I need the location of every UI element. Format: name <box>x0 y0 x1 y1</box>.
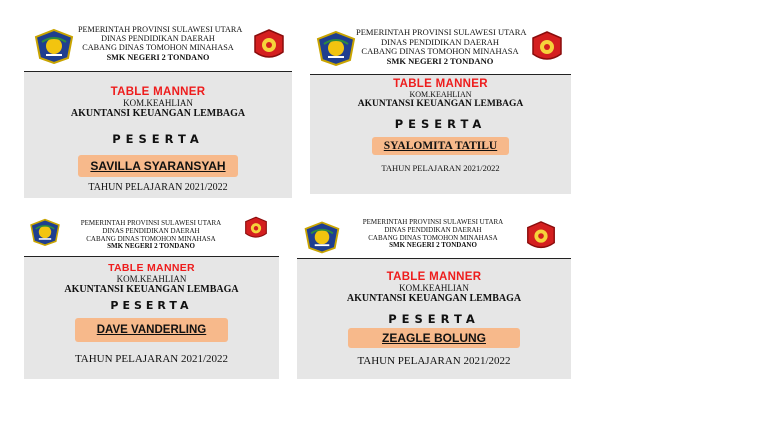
letterhead-line-1: PEMERINTAH PROVINSI SULAWESI UTARA <box>356 27 527 37</box>
school-year: TAHUN PELAJARAN 2021/2022 <box>357 355 511 367</box>
participant-name: DAVE VANDERLING <box>75 318 228 342</box>
letterhead-school: SMK NEGERI 2 TONDANO <box>106 52 210 62</box>
school-year: TAHUN PELAJARAN 2021/2022 <box>381 163 500 173</box>
letterhead-line-2: DINAS PENDIDIKAN DAERAH <box>380 36 500 47</box>
name-card-4 <box>297 208 571 379</box>
education-office-emblem-icon <box>523 220 559 254</box>
letterhead <box>297 208 571 259</box>
program-name: AKUNTANSI KEUANGAN LEMBAGA <box>357 99 524 109</box>
event-title: TABLE MANNER <box>386 271 482 283</box>
letterhead <box>24 22 292 72</box>
name-card-3 <box>24 208 279 379</box>
letterhead-line-3: CABANG DINAS TOMOHON MINAHASA <box>86 234 216 243</box>
letterhead-text <box>70 220 232 251</box>
competency-label: KOM.KEAHLIAN <box>399 283 469 293</box>
competency-label: KOM.KEAHLIAN <box>116 274 187 284</box>
participant-name: ZEAGLE BOLUNG <box>348 328 520 348</box>
name-card-2 <box>310 22 571 194</box>
letterhead-line-3: CABANG DINAS TOMOHON MINAHASA <box>361 46 519 57</box>
program-name: AKUNTANSI KEUANGAN LEMBAGA <box>64 284 239 295</box>
participant-name: SYALOMITA TATILU <box>372 137 509 155</box>
school-year: TAHUN PELAJARAN 2021/2022 <box>74 353 229 365</box>
letterhead-school: SMK NEGERI 2 TONDANO <box>389 241 477 250</box>
program-name: AKUNTANSI KEUANGAN LEMBAGA <box>70 108 246 119</box>
letterhead-text <box>78 25 243 62</box>
letterhead-text <box>356 27 527 66</box>
participant-name: SAVILLA SYARANSYAH <box>78 155 237 177</box>
provincial-emblem-icon <box>314 30 358 66</box>
event-title: TABLE MANNER <box>108 262 195 274</box>
event-title: TABLE MANNER <box>393 78 488 90</box>
letterhead-school: SMK NEGERI 2 TONDANO <box>107 242 195 251</box>
participant-label: PESERTA <box>394 117 487 131</box>
school-year: TAHUN PELAJARAN 2021/2022 <box>88 182 228 193</box>
participant-label: PESERTA <box>110 299 193 312</box>
program-name: AKUNTANSI KEUANGAN LEMBAGA <box>346 293 522 304</box>
card-body <box>24 86 292 193</box>
letterhead-line-3: CABANG DINAS TOMOHON MINAHASA <box>82 43 234 53</box>
letterhead <box>24 208 279 257</box>
education-office-emblem-icon <box>242 215 270 243</box>
letterhead-text <box>353 219 513 250</box>
card-body <box>297 271 571 367</box>
provincial-emblem-icon <box>32 28 76 64</box>
education-office-emblem-icon <box>528 30 566 66</box>
event-title: TABLE MANNER <box>110 86 206 98</box>
letterhead-line-2: DINAS PENDIDIKAN DAERAH <box>102 226 200 235</box>
letterhead <box>310 22 571 75</box>
competency-label: KOM.KEAHLIAN <box>409 90 472 99</box>
card-body <box>24 262 279 365</box>
name-card-1 <box>24 22 292 198</box>
participant-label: PESERTA <box>388 312 480 326</box>
participant-label: PESERTA <box>112 132 204 146</box>
letterhead-school: SMK NEGERI 2 TONDANO <box>386 55 494 66</box>
letterhead-line-1: PEMERINTAH PROVINSI SULAWESI UTARA <box>80 219 222 227</box>
letterhead-line-1: PEMERINTAH PROVINSI SULAWESI UTARA <box>78 25 243 34</box>
card-body <box>310 78 571 173</box>
letterhead-line-2: DINAS PENDIDIKAN DAERAH <box>384 225 482 234</box>
letterhead-line-2: DINAS PENDIDIKAN DAERAH <box>101 34 215 44</box>
education-office-emblem-icon <box>250 28 288 64</box>
letterhead-line-3: CABANG DINAS TOMOHON MINAHASA <box>368 233 498 242</box>
competency-label: KOM.KEAHLIAN <box>123 98 193 108</box>
provincial-emblem-icon <box>302 220 342 254</box>
provincial-emblem-icon <box>28 217 62 247</box>
letterhead-line-1: PEMERINTAH PROVINSI SULAWESI UTARA <box>362 218 504 226</box>
